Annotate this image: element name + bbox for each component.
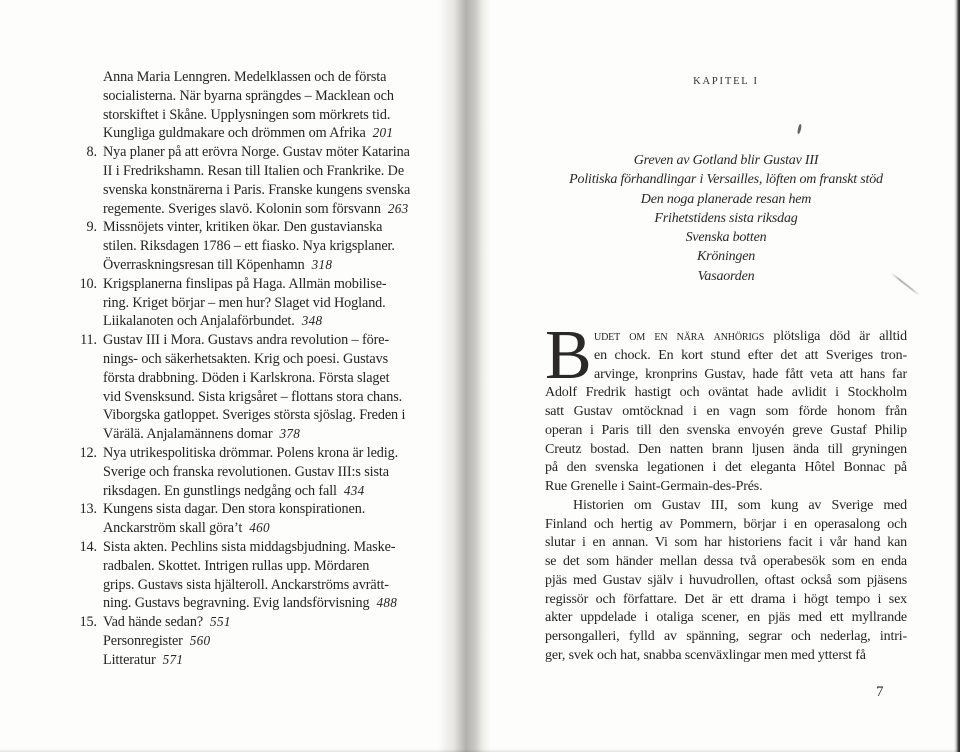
toc-entry-page-number: 378 bbox=[279, 426, 301, 442]
toc-entry-page-number: 488 bbox=[376, 595, 398, 611]
body-line: Historien om Gustav III, som kung av Sverige med bbox=[573, 497, 907, 513]
toc-line bbox=[76, 406, 468, 425]
body-line: en chock. En kort stund efter det att Sveriges tron- bbox=[594, 347, 907, 363]
toc-entry-text: stilen. Riksdagen 1786 – ett fiasko. Nya krigsplaner. bbox=[103, 238, 395, 255]
toc-line bbox=[76, 87, 468, 106]
body-line: Rue Grenelle i Saint-Germain-des-Prés. bbox=[545, 479, 763, 494]
toc-line bbox=[76, 519, 468, 538]
body-line: på den svenska legationen i det eleganta Hôtel Bonnac på bbox=[545, 460, 907, 476]
toc-line bbox=[76, 463, 468, 482]
toc-entry-text: Anna Maria Lenngren. Medelklassen och de första bbox=[103, 69, 387, 85]
toc-entry-text: Krigsplanerna finslipas på Haga. Allmän mobilise- bbox=[103, 275, 387, 292]
chapter-subtitle-line: Kröningen bbox=[696, 249, 756, 265]
chapter-subtitle-line: Frihetstidens sista riksdag bbox=[654, 210, 798, 226]
toc-entry-text: radbalen. Skottet. Intrigen rullas upp. Mördaren bbox=[103, 557, 370, 574]
toc-line bbox=[76, 181, 468, 200]
toc-entry-number: 11. bbox=[80, 332, 97, 349]
body-line: se det som händer mellan dessa två operabesök som en enda bbox=[545, 554, 907, 569]
toc-entry-text: Överraskningsresan till Köpenhamn bbox=[103, 256, 305, 273]
toc-line bbox=[76, 444, 468, 463]
body-line: satt Gustav omtöcknad i en vagn som förde honom från bbox=[545, 404, 907, 419]
toc-line bbox=[76, 124, 468, 143]
toc-line bbox=[76, 482, 468, 501]
toc-line bbox=[76, 200, 468, 219]
left-page-table-of-contents bbox=[0, 0, 455, 752]
toc-line bbox=[76, 500, 468, 519]
toc-entry-text: Vad hände sedan? bbox=[103, 614, 204, 631]
toc-entry-page-number: 201 bbox=[372, 125, 394, 141]
toc-line bbox=[76, 388, 468, 407]
toc-entry-text: ring. Kriget börjar – men hur? Slaget vid Hogland. bbox=[103, 294, 386, 311]
toc-line bbox=[76, 312, 468, 331]
scan-edge-line bbox=[954, 0, 960, 752]
toc-line bbox=[76, 557, 468, 576]
toc-entry-text: Kungliga guldmakare och drömmen om Afrika bbox=[103, 125, 366, 142]
toc-entry-text: Värälä. Anjalamännens domar bbox=[103, 426, 273, 443]
toc-entry-number: 14. bbox=[79, 538, 97, 555]
toc-entry-text: Viborgska gatloppet. Sveriges största sjöslag. Freden i bbox=[103, 407, 406, 424]
toc-entry-text: Nya utrikespolitiska drömmar. Polens krona är ledig. bbox=[103, 444, 399, 461]
body-line: pjäs med Gustav själv i huvudrollen, oftast också som pjäsens bbox=[545, 572, 907, 588]
body-line: arvinge, kronprins Gustav, hade fått veta att hans far bbox=[594, 366, 907, 382]
body-line: akter uppdelade i otaliga scener, en pjäs med ett myllrande bbox=[545, 610, 907, 626]
toc-line bbox=[76, 162, 468, 181]
toc-entry-page-number: 560 bbox=[189, 632, 211, 648]
toc-entry-text: grips. Gustavs sista hjälteroll. Anckarströms avrätt- bbox=[103, 576, 389, 593]
body-line: ger, svek och hat, snabba scenväxlingar men med ytterst få bbox=[545, 647, 866, 663]
toc-line bbox=[76, 237, 468, 256]
toc-entry-page-number: 460 bbox=[249, 520, 270, 536]
chapter-header: KAPITEL I bbox=[693, 76, 759, 87]
body-line: udet om en nära anhörigs plötsliga död är alltid bbox=[594, 329, 907, 344]
toc-entry-text: ning. Gustavs begravning. Evig landsförvisning bbox=[103, 595, 370, 612]
body-line: operan i Paris till den svenska envoyén greve Gustaf Philip bbox=[545, 422, 907, 438]
chapter-subtitle-block bbox=[526, 151, 926, 286]
toc-line bbox=[76, 538, 468, 557]
toc-line bbox=[76, 369, 468, 388]
toc-entry-text: Liikalanoten och Anjalaförbundet. bbox=[103, 313, 295, 330]
toc-entry-text: Sista akten. Pechlins sista middagsbjudning. Maske- bbox=[103, 538, 396, 555]
smudge-artifact bbox=[166, 580, 181, 589]
chapter-subtitle-line: Greven av Gotland blir Gustav III bbox=[633, 153, 819, 168]
body-line: Creutz bostad. Den natten brann ljusen ända till gryningen bbox=[545, 441, 907, 457]
toc-entry-text: Missnöjets vinter, kritiken ökar. Den gustavianska bbox=[103, 219, 383, 236]
toc-line bbox=[76, 425, 468, 444]
drop-cap: B bbox=[545, 317, 592, 394]
toc-line bbox=[76, 106, 468, 125]
toc-line bbox=[76, 350, 468, 369]
toc-entry-text: nings- och säkerhetsakten. Krig och poesi. Gustavs bbox=[103, 350, 388, 367]
toc-line bbox=[76, 275, 468, 294]
toc-line bbox=[76, 576, 468, 595]
toc-line bbox=[76, 651, 468, 670]
toc-entry-number: 15. bbox=[79, 614, 97, 631]
toc-entry-number: 13. bbox=[79, 501, 97, 518]
toc-entry-text: Anckarström skall göra’t bbox=[103, 520, 243, 537]
toc-entry-text: storskiftet i Skåne. Upplysningen som mörkrets tid. bbox=[103, 106, 391, 123]
chapter-subtitle-line: Svenska botten bbox=[685, 230, 767, 246]
toc-line bbox=[76, 256, 468, 275]
toc-entry-text: första drabbning. Döden i Karlskrona. Första slaget bbox=[103, 369, 390, 386]
toc-entry-number: 8. bbox=[86, 144, 97, 161]
body-line: slutar i en annan. Vi som har historiens facit i vår hand kan bbox=[545, 535, 907, 551]
body-line: regissör och författare. Det är ett drama i högt tempo i sex bbox=[545, 591, 907, 607]
chapter-subtitle-line: Politiska förhandlingar i Versailles, löften om franskt stöd bbox=[569, 172, 883, 188]
toc-line bbox=[76, 331, 468, 350]
toc-entry-number: 10. bbox=[79, 275, 97, 292]
toc-line bbox=[76, 218, 468, 237]
toc-line bbox=[76, 68, 468, 87]
toc-entry-text: Litteratur bbox=[103, 651, 156, 668]
toc-entry-page-number: 263 bbox=[387, 200, 409, 216]
toc-entry-text: II i Fredrikshamn. Resan till Italien och Frankrike. De bbox=[103, 162, 405, 179]
body-text-block bbox=[545, 317, 907, 666]
toc-entry-page-number: 434 bbox=[343, 482, 365, 498]
toc-entry-text: Sverige och franska revolutionen. Gustav III:s sista bbox=[103, 463, 389, 480]
toc-line bbox=[76, 632, 468, 651]
body-line: persongalleri, fylld av spänning, segrar och nederlag, intri- bbox=[545, 629, 907, 644]
toc-entry-text: vid Svensksund. Sista krigsåret – flottans stora chans. bbox=[103, 388, 403, 405]
toc-entry-text: Nya planer på att erövra Norge. Gustav möter Katarina bbox=[103, 144, 410, 161]
chapter-subtitle-line: Vasaorden bbox=[697, 268, 755, 284]
toc-entry-page-number: 571 bbox=[162, 651, 184, 667]
toc-block bbox=[76, 68, 468, 670]
toc-line bbox=[76, 613, 468, 632]
toc-entry-text: regemente. Sveriges slavö. Kolonin som försvann bbox=[103, 200, 381, 217]
toc-entry-text: Gustav III i Mora. Gustavs andra revolution – före- bbox=[103, 332, 390, 349]
toc-line bbox=[76, 143, 468, 162]
toc-line bbox=[76, 594, 468, 613]
page-number: 7 bbox=[876, 684, 884, 700]
body-line: Adolf Fredrik hastigt och oväntat hade avlidit i Stockholm bbox=[545, 385, 907, 401]
chapter-subtitle-line: Den noga planerade resan hem bbox=[640, 191, 812, 207]
toc-entry-text: Personregister bbox=[103, 632, 183, 649]
toc-line bbox=[76, 294, 468, 313]
small-caps-text: udet om en nära anhörigs bbox=[594, 329, 765, 344]
toc-entry-page-number: 318 bbox=[311, 256, 333, 272]
toc-entry-number: 9. bbox=[86, 219, 97, 236]
toc-entry-page-number: 348 bbox=[301, 313, 323, 329]
ink-mark-artifact bbox=[797, 124, 802, 134]
toc-entry-page-number: 551 bbox=[210, 614, 231, 630]
toc-entry-text: socialisterna. När byarna sprängdes – Macklean och bbox=[103, 87, 394, 104]
right-page-chapter-one bbox=[460, 0, 960, 752]
toc-entry-text: riksdagen. En gunstlings nedgång och fall bbox=[103, 482, 337, 499]
toc-entry-text: Kungens sista dagar. Den stora konspirationen. bbox=[103, 501, 366, 518]
toc-entry-number: 12. bbox=[79, 444, 97, 461]
toc-entry-text: svenska konstnärerna i Paris. Franske kungens svenska bbox=[103, 181, 411, 198]
body-line: Finland och hertig av Pommern, börjar i en operasalong och bbox=[545, 516, 907, 532]
